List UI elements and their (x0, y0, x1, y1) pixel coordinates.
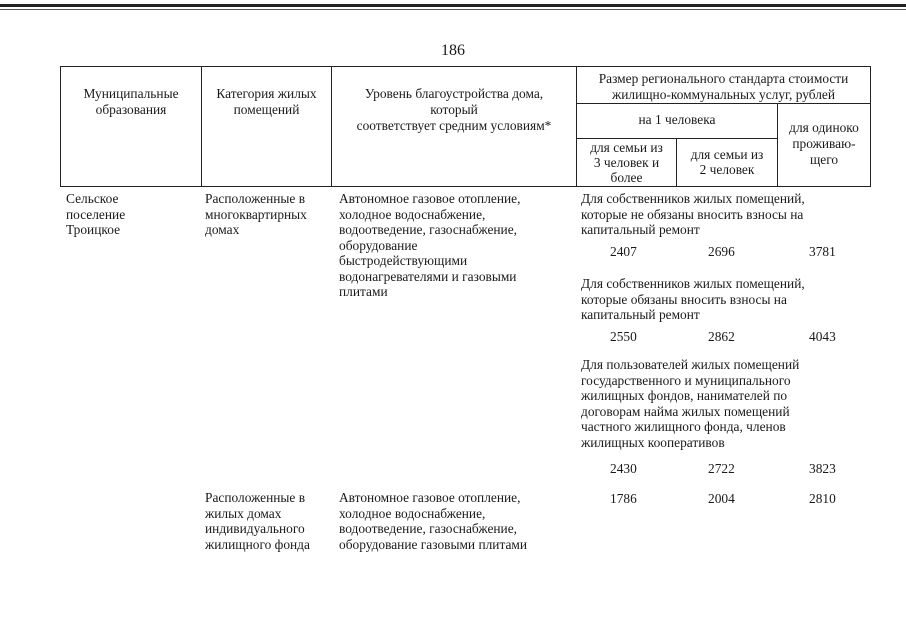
value-family3: 2550 (610, 329, 637, 344)
header-size-text: Размер регионального стандарта стоимости жилищно-коммунальных услуг, рублей (598, 71, 849, 102)
amenity-level: Автономное газовое отопление, холодное водоснабжение, водоотведение, газоснабжение, оборудование быстродействующими водонагревателями и газовыми плитами (339, 191, 521, 299)
group-label: Для собственников жилых помещений, которые обязаны вносить взносы на капитальный ремонт (581, 276, 805, 322)
header-level-text: Уровень благоустройства дома, который соответствует средним условиям* (356, 86, 552, 133)
header-cell-category (201, 66, 332, 187)
page-number: 186 (441, 42, 465, 59)
value-family2: 2862 (708, 329, 735, 344)
value-single: 3823 (809, 461, 836, 476)
value-family3: 2407 (610, 244, 637, 259)
group-label: Для собственников жилых помещений, которые не обязаны вносить взносы на капитальный ремонт (581, 191, 805, 237)
header-municipal-text: Муниципальные образования (83, 86, 179, 117)
value-family3: 1786 (610, 491, 637, 506)
municipality-name: Сельское поселение Троицкое (66, 191, 126, 237)
header-family2-text: для семьи из 2 человек (690, 147, 764, 177)
value-family2: 2696 (708, 244, 735, 259)
top-border-line-thin (0, 9, 906, 10)
header-cell-municipal (60, 66, 202, 187)
value-single: 3781 (809, 244, 836, 259)
header-per-person-text: на 1 человека (638, 112, 716, 127)
header-family3-text: для семьи из 3 человек и более (590, 140, 663, 185)
group-label: Для пользователей жилых помещений государственного и муниципального жилищных фондов, нанимателей по договорам найма жилых помещений частного жилищного фонда, членов жилищных кооперативов (581, 357, 800, 450)
top-border-line (0, 4, 906, 7)
housing-category: Расположенные в жилых домах индивидуального жилищного фонда (205, 490, 310, 552)
value-family3: 2430 (610, 461, 637, 476)
value-family2: 2004 (708, 491, 735, 506)
housing-category: Расположенные в многоквартирных домах (205, 191, 307, 237)
value-single: 4043 (809, 329, 836, 344)
header-single-text: для одиноко проживаю- щего (789, 120, 859, 167)
value-single: 2810 (809, 491, 836, 506)
amenity-level: Автономное газовое отопление, холодное водоснабжение, водоотведение, газоснабжение, оборудование газовыми плитами (339, 490, 528, 552)
value-family2: 2722 (708, 461, 735, 476)
header-category-text: Категория жилых помещений (216, 86, 317, 117)
